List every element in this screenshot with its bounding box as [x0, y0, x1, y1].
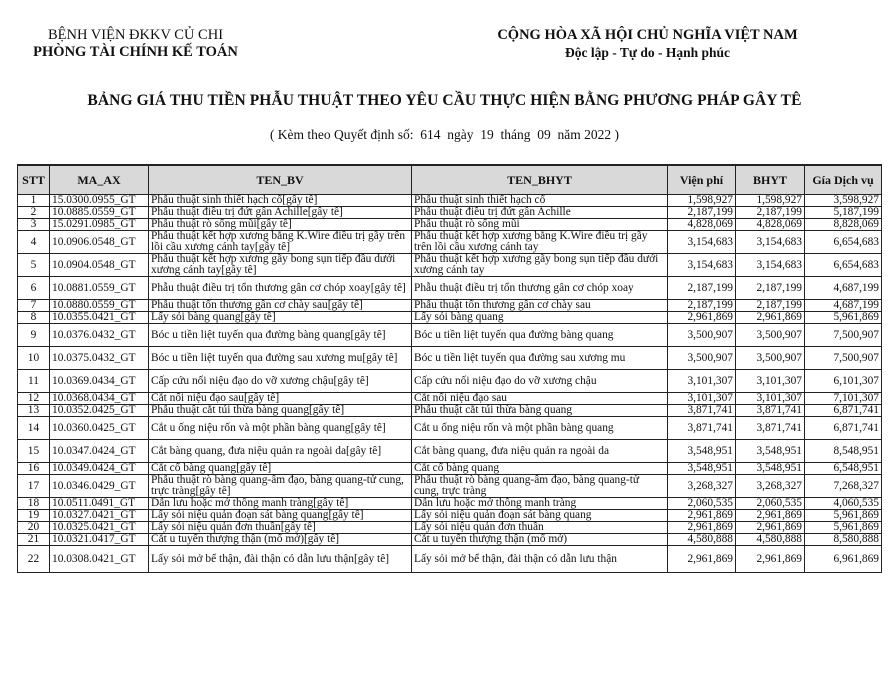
row-hospital-fee: 2,187,199: [668, 277, 736, 300]
table-row: [18, 405, 882, 417]
row-hospital-name: Phẫu thuật tổn thương gân cơ chày sau[gây tê]: [149, 300, 412, 312]
row-insurance-name: Cắt cổ bàng quang: [412, 463, 668, 475]
row-hospital-fee: 3,101,307: [668, 393, 736, 405]
row-stt: 9: [18, 324, 50, 347]
row-service-price: 3,598,927: [805, 195, 882, 207]
row-hospital-fee: 3,101,307: [668, 370, 736, 393]
row-insurance-name: Lấy sỏi niệu quản đơn thuần: [412, 522, 668, 534]
row-code: 10.0375.0432_GT: [50, 347, 149, 370]
price-table: [17, 164, 882, 573]
row-hospital-fee: 3,154,683: [668, 231, 736, 254]
row-insurance-name: Lấy sỏi bàng quang: [412, 312, 668, 324]
row-insurance-name: Lấy sỏi niệu quản đoạn sát bàng quang: [412, 510, 668, 522]
row-insurance-price: 3,548,951: [736, 463, 805, 475]
row-stt: 2: [18, 207, 50, 219]
row-insurance-name: Phẫu thuật sinh thiết hạch cổ: [412, 195, 668, 207]
row-insurance-price: 3,101,307: [736, 370, 805, 393]
row-service-price: 7,268,327: [805, 475, 882, 498]
row-stt: 19: [18, 510, 50, 522]
row-code: 10.0355.0421_GT: [50, 312, 149, 324]
row-insurance-name: Cắt u tuyến thượng thận (mổ mở): [412, 534, 668, 546]
row-hospital-name: Phẫu thuật cắt túi thừa bàng quang[gây tê]: [149, 405, 412, 417]
table-row: [18, 546, 882, 573]
row-service-price: 5,961,869: [805, 312, 882, 324]
row-hospital-fee: 2,961,869: [668, 546, 736, 573]
row-insurance-price: 4,580,888: [736, 534, 805, 546]
table-row: [18, 324, 882, 347]
row-stt: 11: [18, 370, 50, 393]
row-code: 10.0308.0421_GT: [50, 546, 149, 573]
decision-reference: [0, 127, 889, 143]
row-insurance-name: Lấy sỏi mở bể thận, đài thận có dẫn lưu thận: [412, 546, 668, 573]
row-stt: 22: [18, 546, 50, 573]
row-hospital-name: Lấy sỏi niệu quản đoạn sát bàng quang[gây tê]: [149, 510, 412, 522]
row-stt: 14: [18, 417, 50, 440]
row-hospital-name: Cắt nối niệu đạo sau[gây tê]: [149, 393, 412, 405]
row-insurance-price: 2,961,869: [736, 522, 805, 534]
table-row: [18, 510, 882, 522]
row-insurance-price: 1,598,927: [736, 195, 805, 207]
row-stt: 3: [18, 219, 50, 231]
row-service-price: 6,101,307: [805, 370, 882, 393]
row-service-price: 5,187,199: [805, 207, 882, 219]
row-insurance-name: Bóc u tiền liệt tuyến qua đường bàng quang: [412, 324, 668, 347]
row-insurance-name: Phẫu thuật tổn thương gân cơ chày sau: [412, 300, 668, 312]
row-code: 10.0904.0548_GT: [50, 254, 149, 277]
column-header-ten-bv: TEN_BV: [149, 165, 412, 195]
row-hospital-name: Phẫu thuật kết hợp xương gãy bong sụn tiếp đầu dưới xương cánh tay[gây tê]: [149, 254, 412, 277]
table-row: [18, 440, 882, 463]
row-service-price: 8,580,888: [805, 534, 882, 546]
issuer-block: [18, 27, 253, 61]
table-row: [18, 347, 882, 370]
row-code: 10.0368.0434_GT: [50, 393, 149, 405]
row-hospital-name: Phẫu thuật điều trị đứt gân Achille[gây tê]: [149, 207, 412, 219]
row-hospital-fee: 3,548,951: [668, 440, 736, 463]
row-insurance-price: 3,500,907: [736, 324, 805, 347]
row-insurance-price: 3,101,307: [736, 393, 805, 405]
row-hospital-fee: 3,500,907: [668, 347, 736, 370]
row-hospital-fee: 2,187,199: [668, 300, 736, 312]
row-hospital-fee: 2,187,199: [668, 207, 736, 219]
row-hospital-name: Phẫu thuật rò bàng quang-âm đạo, bàng quang-tử cung, trực tràng[gây tê]: [149, 475, 412, 498]
row-stt: 5: [18, 254, 50, 277]
row-stt: 18: [18, 498, 50, 510]
year-value: 2022: [584, 127, 612, 142]
row-code: 15.0300.0955_GT: [50, 195, 149, 207]
decision-number: 614: [420, 127, 441, 142]
table-row: [18, 207, 882, 219]
row-stt: 16: [18, 463, 50, 475]
row-insurance-price: 2,961,869: [736, 510, 805, 522]
document-title: BẢNG GIÁ THU TIỀN PHẪU THUẬT THEO YÊU CẦU THỰC HIỆN BẰNG PHƯƠNG PHÁP GÂY TÊ: [87, 92, 802, 109]
row-code: 10.0347.0424_GT: [50, 440, 149, 463]
row-service-price: 7,101,307: [805, 393, 882, 405]
row-stt: 7: [18, 300, 50, 312]
row-stt: 15: [18, 440, 50, 463]
day-value: 19: [480, 127, 494, 142]
motto: Độc lập - Tự do - Hạnh phúc: [564, 45, 731, 60]
row-hospital-name: Dẫn lưu hoặc mở thông manh tràng[gây tê]: [149, 498, 412, 510]
row-service-price: 6,871,741: [805, 417, 882, 440]
row-insurance-price: 2,187,199: [736, 300, 805, 312]
row-stt: 21: [18, 534, 50, 546]
row-hospital-name: Phẫu thuật kết hợp xương bằng K.Wire điều trị gãy trên lồi cầu xương cánh tay[gây tê]: [149, 231, 412, 254]
row-hospital-fee: 4,828,069: [668, 219, 736, 231]
row-code: 15.0291.0985_GT: [50, 219, 149, 231]
row-insurance-price: 4,828,069: [736, 219, 805, 231]
column-header-ten-bhyt: TEN_BHYT: [412, 165, 668, 195]
row-insurance-name: Phẫu thuật điều trị tổn thương gân cơ chóp xoay: [412, 277, 668, 300]
table-row: [18, 534, 882, 546]
row-insurance-price: 3,871,741: [736, 417, 805, 440]
row-stt: 6: [18, 277, 50, 300]
column-header-ma-ax: MA_AX: [50, 165, 149, 195]
row-insurance-name: Phẫu thuật rò bàng quang-âm đạo, bàng quang-tử cung, trực tràng: [412, 475, 668, 498]
row-hospital-name: Phẫu thuật sinh thiết hạch cổ[gây tê]: [149, 195, 412, 207]
row-insurance-price: 2,961,869: [736, 546, 805, 573]
row-code: 10.0906.0548_GT: [50, 231, 149, 254]
table-row: [18, 393, 882, 405]
row-hospital-fee: 3,871,741: [668, 417, 736, 440]
row-code: 10.0881.0559_GT: [50, 277, 149, 300]
row-stt: 10: [18, 347, 50, 370]
row-hospital-fee: 3,500,907: [668, 324, 736, 347]
table-row: [18, 219, 882, 231]
row-insurance-price: 3,548,951: [736, 440, 805, 463]
row-service-price: 8,828,069: [805, 219, 882, 231]
row-code: 10.0321.0417_GT: [50, 534, 149, 546]
decision-suffix: ): [614, 127, 620, 142]
row-code: 10.0346.0429_GT: [50, 475, 149, 498]
column-header-gia-dich-vu: Gía Dịch vụ: [805, 165, 882, 195]
table-row: [18, 463, 882, 475]
row-service-price: 7,500,907: [805, 347, 882, 370]
table-row: [18, 254, 882, 277]
row-hospital-name: Cắt cổ bàng quang[gây tê]: [149, 463, 412, 475]
table-row: [18, 195, 882, 207]
row-stt: 8: [18, 312, 50, 324]
row-insurance-price: 3,500,907: [736, 347, 805, 370]
table-row: [18, 312, 882, 324]
row-stt: 1: [18, 195, 50, 207]
row-hospital-name: Bóc u tiền liệt tuyến qua đường bàng quang[gây tê]: [149, 324, 412, 347]
national-header: [460, 27, 835, 61]
row-service-price: 5,961,869: [805, 522, 882, 534]
row-hospital-name: Lấy sỏi niệu quản đơn thuần[gây tê]: [149, 522, 412, 534]
row-insurance-name: Phẫu thuật cắt túi thừa bàng quang: [412, 405, 668, 417]
row-hospital-fee: 1,598,927: [668, 195, 736, 207]
row-stt: 13: [18, 405, 50, 417]
row-hospital-name: Phẫu thuật rò sống mũi[gây tê]: [149, 219, 412, 231]
table-row: [18, 370, 882, 393]
row-code: 10.0885.0559_GT: [50, 207, 149, 219]
table-row: [18, 417, 882, 440]
row-insurance-name: Dẫn lưu hoặc mở thông manh tràng: [412, 498, 668, 510]
row-stt: 20: [18, 522, 50, 534]
row-code: 10.0352.0425_GT: [50, 405, 149, 417]
row-service-price: 6,548,951: [805, 463, 882, 475]
row-code: 10.0376.0432_GT: [50, 324, 149, 347]
table-row: [18, 498, 882, 510]
row-hospital-name: Lấy sỏi bàng quang[gây tê]: [149, 312, 412, 324]
row-insurance-price: 3,154,683: [736, 254, 805, 277]
row-insurance-name: Cắt nối niệu đạo sau: [412, 393, 668, 405]
row-hospital-name: Cắt bàng quang, đưa niệu quản ra ngoài da[gây tê]: [149, 440, 412, 463]
row-service-price: 6,961,869: [805, 546, 882, 573]
row-code: 10.0325.0421_GT: [50, 522, 149, 534]
row-hospital-fee: 3,871,741: [668, 405, 736, 417]
row-hospital-fee: 3,548,951: [668, 463, 736, 475]
row-code: 10.0880.0559_GT: [50, 300, 149, 312]
row-insurance-price: 3,154,683: [736, 231, 805, 254]
row-insurance-name: Phẫu thuật kết hợp xương gãy bong sụn tiếp đầu dưới xương cánh tay: [412, 254, 668, 277]
row-hospital-fee: 3,154,683: [668, 254, 736, 277]
row-service-price: 4,060,535: [805, 498, 882, 510]
row-insurance-name: Phẫu thuật rò sống mũi: [412, 219, 668, 231]
table-header-row: [18, 165, 882, 195]
row-insurance-name: Cắt u ống niệu rốn và một phần bàng quang: [412, 417, 668, 440]
row-service-price: 4,687,199: [805, 300, 882, 312]
table-row: [18, 475, 882, 498]
row-hospital-name: Cấp cứu nối niệu đạo do vỡ xương chậu[gây tê]: [149, 370, 412, 393]
row-code: 10.0511.0491_GT: [50, 498, 149, 510]
column-header-stt: STT: [18, 165, 50, 195]
table-row: [18, 300, 882, 312]
department-name: PHÒNG TÀI CHÍNH KẾ TOÁN: [33, 44, 238, 60]
table-row: [18, 277, 882, 300]
decision-prefix: ( Kèm theo Quyết định số:: [269, 127, 414, 142]
row-insurance-price: 2,187,199: [736, 207, 805, 219]
row-hospital-fee: 2,961,869: [668, 510, 736, 522]
row-hospital-name: Phẫu thuật điều trị tổn thương gân cơ chóp xoay[gây tê]: [149, 277, 412, 300]
row-insurance-name: Phẫu thuật điều trị đứt gân Achille: [412, 207, 668, 219]
row-code: 10.0327.0421_GT: [50, 510, 149, 522]
row-service-price: 7,500,907: [805, 324, 882, 347]
row-service-price: 6,654,683: [805, 231, 882, 254]
year-label: năm: [557, 127, 581, 142]
row-stt: 4: [18, 231, 50, 254]
row-service-price: 6,871,741: [805, 405, 882, 417]
table-row: [18, 231, 882, 254]
row-code: 10.0360.0425_GT: [50, 417, 149, 440]
row-hospital-fee: 3,268,327: [668, 475, 736, 498]
column-header-vien-phi: Viện phí: [668, 165, 736, 195]
row-insurance-name: Cắt bàng quang, đưa niệu quản ra ngoài da: [412, 440, 668, 463]
row-hospital-name: Bóc u tiền liệt tuyến qua đường sau xương mu[gây tê]: [149, 347, 412, 370]
row-insurance-price: 2,187,199: [736, 277, 805, 300]
hospital-name: BỆNH VIỆN ĐKKV CỦ CHI: [47, 27, 224, 43]
row-code: 10.0369.0434_GT: [50, 370, 149, 393]
month-label: tháng: [500, 127, 531, 142]
row-insurance-price: 3,871,741: [736, 405, 805, 417]
row-insurance-name: Phẫu thuật kết hợp xương bằng K.Wire điều trị gãy trên lồi cầu xương cánh tay: [412, 231, 668, 254]
table-body: [18, 195, 882, 573]
row-service-price: 5,961,869: [805, 510, 882, 522]
day-label: ngày: [447, 127, 474, 142]
row-hospital-fee: 4,580,888: [668, 534, 736, 546]
row-hospital-name: Cắt u tuyến thượng thận (mổ mở)[gây tê]: [149, 534, 412, 546]
row-hospital-fee: 2,961,869: [668, 312, 736, 324]
row-hospital-fee: 2,961,869: [668, 522, 736, 534]
row-stt: 12: [18, 393, 50, 405]
month-value: 09: [537, 127, 551, 142]
row-hospital-name: Cắt u ống niệu rốn và một phần bàng quang[gây tê]: [149, 417, 412, 440]
nation-title: CỘNG HÒA XÃ HỘI CHỦ NGHĨA VIỆT NAM: [497, 27, 798, 43]
row-insurance-price: 3,268,327: [736, 475, 805, 498]
row-hospital-name: Lấy sỏi mở bể thận, đài thận có dẫn lưu thận[gây tê]: [149, 546, 412, 573]
row-service-price: 8,548,951: [805, 440, 882, 463]
row-code: 10.0349.0424_GT: [50, 463, 149, 475]
row-service-price: 4,687,199: [805, 277, 882, 300]
row-insurance-name: Bóc u tiền liệt tuyến qua đường sau xương mu: [412, 347, 668, 370]
row-insurance-price: 2,060,535: [736, 498, 805, 510]
row-insurance-name: Cấp cứu nối niệu đạo do vỡ xương chậu: [412, 370, 668, 393]
row-insurance-price: 2,961,869: [736, 312, 805, 324]
row-hospital-fee: 2,060,535: [668, 498, 736, 510]
row-stt: 17: [18, 475, 50, 498]
table-row: [18, 522, 882, 534]
row-service-price: 6,654,683: [805, 254, 882, 277]
column-header-bhyt: BHYT: [736, 165, 805, 195]
